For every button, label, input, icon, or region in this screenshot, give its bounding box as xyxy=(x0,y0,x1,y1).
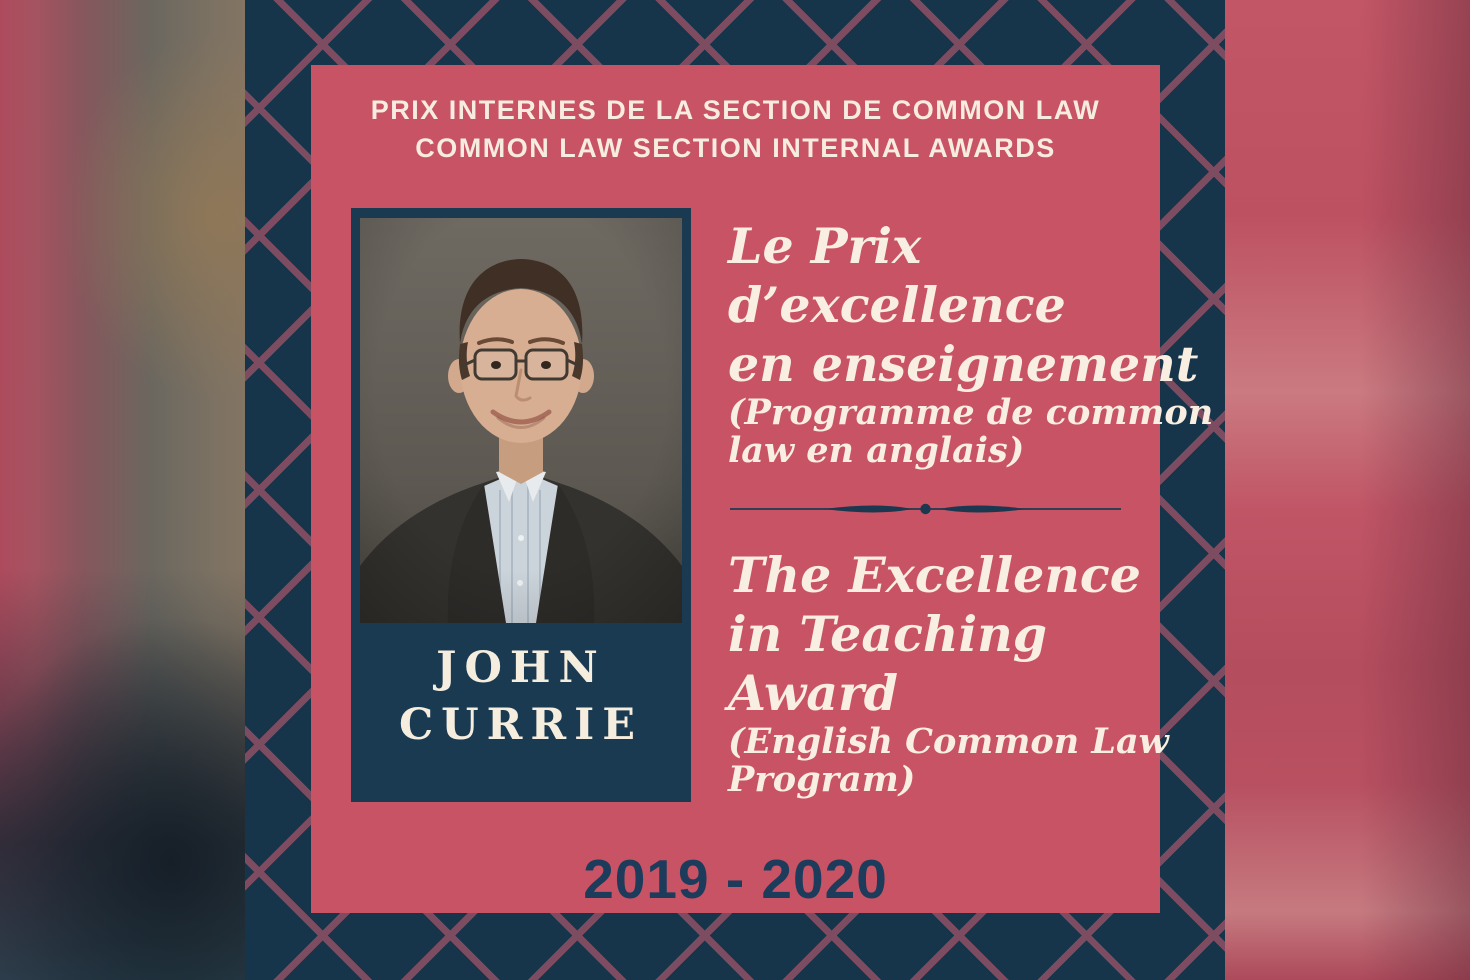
recipient-photo xyxy=(360,218,682,623)
panel-header xyxy=(311,91,1160,167)
award-subtitle-english: (English Common Law Program) xyxy=(728,721,1169,800)
recipient-name xyxy=(351,640,691,754)
portrait-illustration xyxy=(360,218,682,623)
lattice-background xyxy=(245,0,1225,980)
ornamental-divider xyxy=(728,500,1123,518)
blurred-backdrop-left xyxy=(0,0,245,980)
header-line-french: PRIX INTERNES DE LA SECTION DE COMMON LAW xyxy=(370,95,1101,125)
award-year: 2019 - 2020 xyxy=(583,848,888,910)
recipient-card xyxy=(351,208,691,802)
recipient-first-name: JOHN xyxy=(436,643,606,693)
recipient-last-name: CURRIE xyxy=(398,700,644,750)
award-subtitle-french: (Programme de common law en anglais) xyxy=(728,392,1214,471)
blurred-backdrop-right xyxy=(1225,0,1470,980)
award-title-english: The Excellence in Teaching Award xyxy=(728,546,1141,722)
header-line-english: COMMON LAW SECTION INTERNAL AWARDS xyxy=(415,133,1056,163)
award-panel xyxy=(311,65,1214,913)
award-title-french: Le Prix d’excellence en enseignement xyxy=(728,217,1199,393)
award-text-column xyxy=(728,217,1214,800)
